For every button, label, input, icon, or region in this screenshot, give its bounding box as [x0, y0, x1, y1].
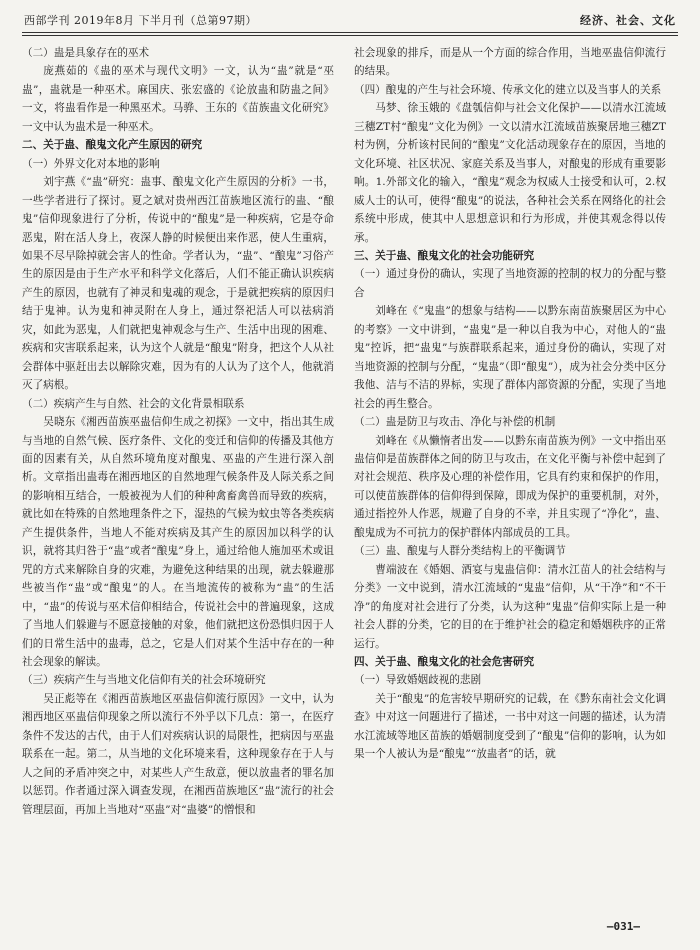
right-column	[354, 44, 666, 904]
header-rule-thin	[22, 35, 678, 36]
body-paragraph: 吴晓东《湘西苗族巫蛊信仰生成之初探》一文中，指出其生成与当地的自然气候、医疗条件、文化的变迁和信仰的传播及其他方面的因素有关，从自然环境角度对酿鬼、巫蛊的产生进行深入剖析。文章指出蛊毒在湘西地区的自然地理气候条件及人际关系之间的影响相互结合，一般被视为人们的种种禽畜禽兽而导致的疾病，就比如在特殊的自然地理条件之下，湿热的气候为蚊虫等各类疾病产生提供条件，当地人不能对疾病及其产生的原因加以科学的认识，就将其归咎于“蛊”或者“酿鬼”身上，通过给他人施加巫术或诅咒的方式来解除自身的灾难，为避免这种结果的出现，就去躲避那些被当作“蛊”或“酿鬼”的人。在当地流传的被称为“蛊”的生活中，“蛊”的传说与巫术信仰相结合，传说社会中的普遍现象，这成了当地人们躲避与不愿意接触的对象，他们就把这份恐惧归因于人们的日常生活中的蛊毒，总之，它是人们对某个生活中存在的一种社会现象的解读。	[22, 416, 334, 668]
subsection-heading: （二）蛊是防卫与攻击、净化与补偿的机制	[354, 416, 556, 429]
subsection-heading: （一）通过身份的确认，实现了当地资源的控制的权力的分配与整合	[354, 268, 666, 299]
section-heading: 三、关于蛊、酿鬼文化的社会功能研究	[354, 249, 535, 262]
body-paragraph: 马梦、徐玉娥的《盘瓠信仰与社会文化保护——以清水江流域三穗ZT村“酿鬼”文化为例》一文以清水江流域苗族聚居地三穗ZT村为例，分析该村民间的“酿鬼”文化活动现象存在的原因，当地的文化环境、社区状况、家庭关系及当事人，对酿鬼的形成有重要影响。1.外部文化的输入，“酿鬼”观念为权威人士接受和认可，2.权威人士的认可，使得“酿鬼”的说法，各种社会关系在网络化的社会系统中形成，使其中人思想意识和行为形成，并使其观念得以传承。	[354, 102, 666, 244]
body-paragraph: 曹端波在《婚姻、酒宴与鬼蛊信仰：清水江苗人的社会结构与分类》一文中说到，清水江流域的“鬼蛊”信仰，从“干净”和“不干净”的角度对社会进行了分类，认为这种“鬼蛊”信仰实际上是一种社会人群的分类，它的目的在于维护社会的稳定和婚姻秩序的正常运行。	[354, 563, 666, 650]
page-header	[22, 8, 678, 34]
body-paragraph: 刘宇燕《“蛊”研究：蛊事、酿鬼文化产生原因的分析》一书，一些学者进行了探讨。夏之斌对贵州西江苗族地区流行的蛊、“酿鬼”信仰现象进行了分析，传说中的“酿鬼”是一种疾病，它是夺命恶鬼，附在活人身上，夜深人静的时候便出来作恶，使人生重病，如果不尽早除掉就会害人的性命。学者认为，“蛊”、“酿鬼”习俗产生的原因是由于生产水平和科学文化落后，人们不能正确认识疾病产生的原因，也就有了神灵和鬼魂的观念，于是就把疾病的原因归结于鬼神。认为鬼和神灵附在人身上，通过祭祀活人可以祛病消灾，如此为恶鬼，人们就把鬼神观念与生产、生活中出现的困难、疾病和灾害联系起来，认为这个人就是“酿鬼”附身，把这个人从社会群体中驱赶出去以解除灾难，因为有的人认为了这个人，他就消灭了病根。	[22, 176, 334, 392]
body-paragraph: 庞燕茹的《蛊的巫术与现代文明》一文，认为“蛊”就是“巫蛊”，蛊就是一种巫术。麻国庆、张宏盛的《论放蛊和防蛊之间》一文，将蛊看作是一种黑巫术。马骅、王东的《苗族蛊文化研究》一文中认为蛊术是一种巫术。	[22, 65, 334, 133]
body-paragraph: 刘峰在《“鬼蛊”的想象与结构——以黔东南苗族聚居区为中心的考察》一文中讲到，“蛊鬼”是一种以自我为中心，对他人的“蛊鬼”控诉，把“蛊鬼”与族群联系起来，通过身份的确认，实现了对当地资源的控制与分配，“鬼蛊”（即“酿鬼”），成为社会分类中区分我他、洁与不洁的界标，实现了群体内部资源的分配，实现了当地社会的再生整合。	[354, 305, 666, 410]
subsection-heading: （二）蛊是具象存在的巫术	[22, 47, 150, 59]
journal-running-head: 西部学刊 2019年8月 下半月刊（总第97期）	[24, 14, 257, 27]
section-running-head: 经济、社会、文化	[580, 14, 676, 27]
subsection-heading: 社会现象的排斥，而是从一个方面的综合作用，当地巫蛊信仰流行的结果。	[354, 47, 666, 78]
header-rule-thick	[22, 32, 678, 33]
page-number: —031—	[606, 920, 640, 933]
subsection-heading: （三）蛊、酿鬼与人群分类结构上的平衡调节	[354, 545, 566, 558]
section-heading: 四、关于蛊、酿鬼文化的社会危害研究	[354, 655, 535, 668]
subsection-heading: （一）外界文化对本地的影响	[22, 157, 160, 170]
body-paragraph: 吴正彪等在《湘西苗族地区巫蛊信仰流行原因》一文中，认为湘西地区巫蛊信仰现象之所以流行不外乎以下几点：第一，在医疗条件不发达的古代，由于人们对疾病认识的局限性，把病因与巫蛊联系在一起。第二，从当地的文化环境来看，这种现象存在于人与人之间的矛盾冲突之中，对某些人产生敌意，便以放蛊者的罪名加以惩罚。作者通过深入调查发现，在湘西苗族地区“蛊”流行的社会管理层面，再加上当地对“巫蛊”对“蛊婆”的憎恨和	[22, 692, 334, 816]
subsection-heading: （一）导致婚姻歧视的悲剧	[354, 674, 482, 687]
left-column	[22, 44, 334, 904]
subsection-heading: （三）疾病产生与当地文化信仰有关的社会环境研究	[22, 674, 266, 687]
section-heading: 二、关于蛊、酿鬼文化产生原因的研究	[22, 139, 203, 152]
subsection-heading: （四）酿鬼的产生与社会环境、传承文化的建立以及当事人的关系	[354, 83, 662, 96]
subsection-heading: （二）疾病产生与自然、社会的文化背景相联系	[22, 397, 245, 410]
body-paragraph: 关于“酿鬼”的危害较早期研究的记载，在《黔东南社会文化调查》中对这一问题进行了描述，一书中对这一问题的描述，认为清水江流域等地区苗族的婚姻制度受到了“酿鬼”信仰的影响，认为如果一个人被认为是“酿鬼”“放蛊者”的话，就	[354, 692, 666, 761]
body-paragraph: 刘峰在《从懒惰者出发——以黔东南苗族为例》一文中指出巫蛊信仰是苗族群体之间的防卫与攻击，在文化平衡与补偿中起到了对社会规范、秩序及心理的补偿作用，它具有约束和保护的作用，可以使苗族群体的信仰得到保障，即成为保护的重要机制，对外，通过指控外人作恶，规避了自身的不幸，并且实现了“净化”，蛊、酿鬼成为不可抗力的保护群体内部成员的工具。	[354, 434, 666, 539]
